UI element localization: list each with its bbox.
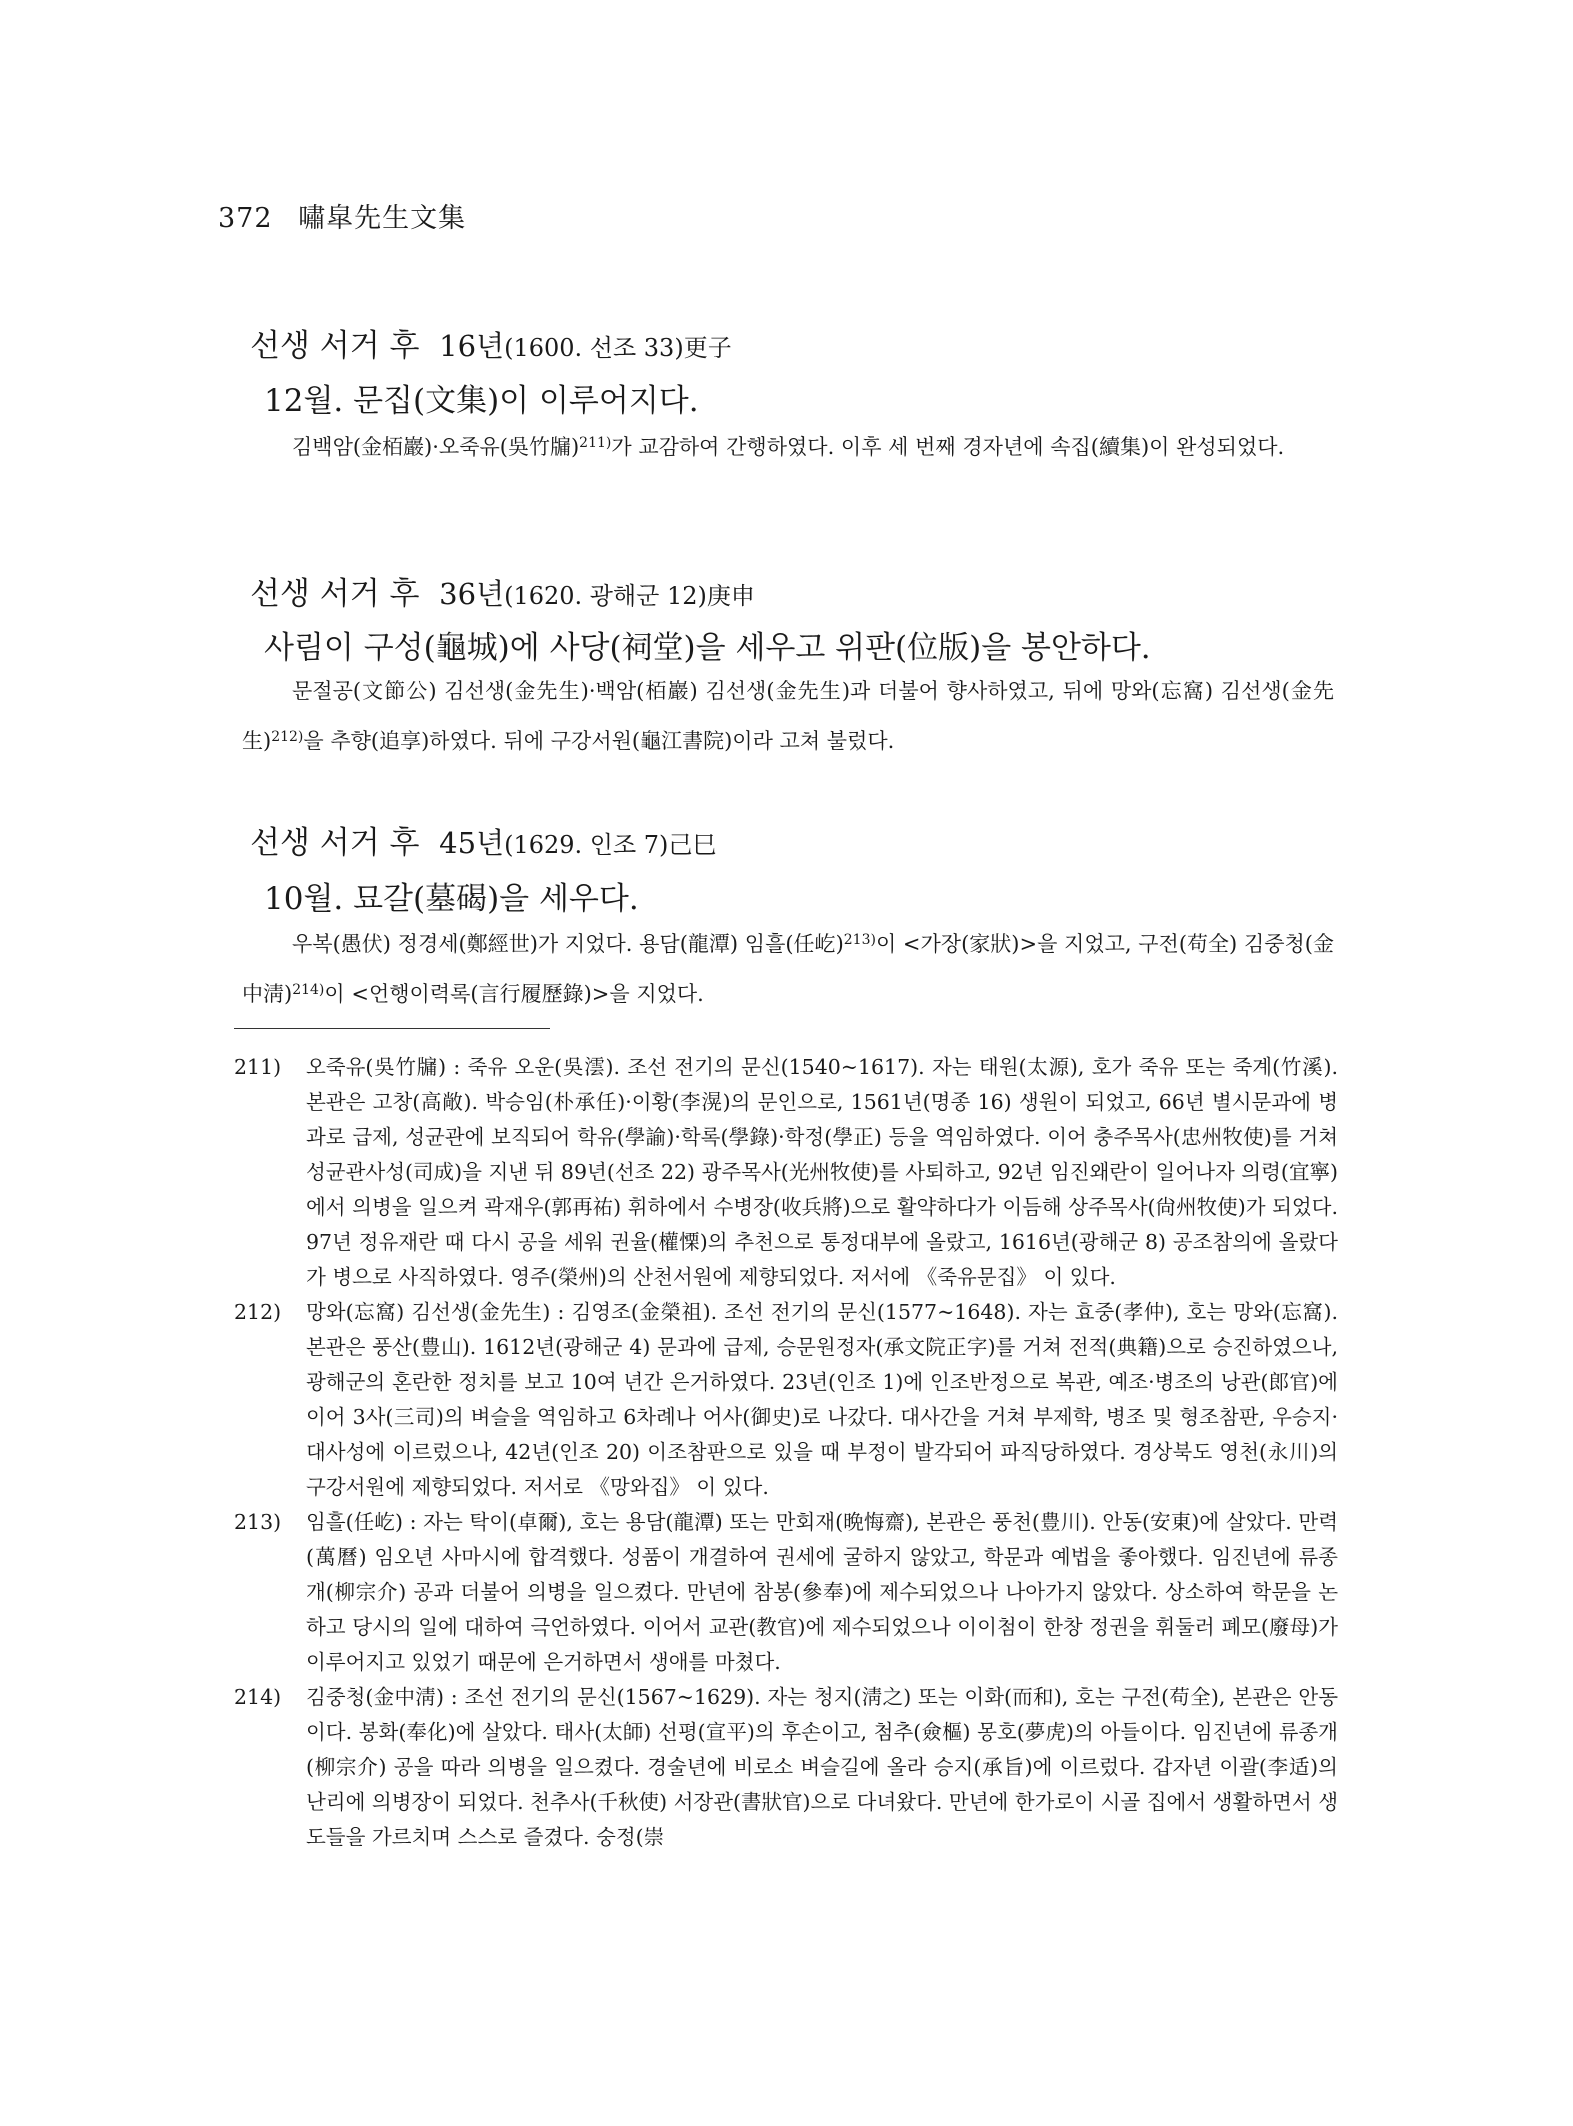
book-title: 嘯皐先生文集 [298,203,467,234]
footnote-ref: 212) [271,729,304,745]
footnote-ref: 214) [292,982,325,998]
footnote-number: 213) [234,1510,282,1534]
entry-body: 김백암(金栢巖)·오죽유(吳竹牖)$^{211)}$가 교감하여 간행하였다. 이후 세 번째 경자년에 속집(續集)이 완성되었다. [292,435,1285,459]
footnote-214 [234,1680,1338,1855]
page-number: 372 [218,203,273,234]
footnote-212 [234,1295,1338,1505]
entry-heading: 선생 서거 후 45년(1629. 인조 7)己巳 [250,825,717,861]
footnote-number: 211) [234,1055,282,1079]
entry-event: 12월. 문집(文集)이 이루어지다. [264,383,699,419]
entry-heading: 선생 서거 후 36년(1620. 광해군 12)庚申 [250,576,755,612]
footnote-divider [234,1028,550,1029]
entry-heading: 선생 서거 후 16년(1600. 선조 33)更子 [250,328,732,364]
footnote-213 [234,1505,1338,1680]
footnote-text: 임흘(任屹) : 자는 탁이(卓爾), 호는 용담(龍潭) 또는 만회재(晩悔齋), 본관은 풍천(豊川). 안동(安東)에 살았다. 만력(萬曆) 임오년 사마시에 합격했다. 성품이 개결하여 권세에 굴하지 않았고, 학문과 예법을 좋아했다. 임진년에 류종개(柳宗介) 공과 더불어 의병을 일으켰다. 만년에 참봉(參奉)에 제수되었으나 나아가지 않았다. 상소하여 학문을 논하고 당시의 일에 대하여 극언하였다. 이어서 교관(教官)에 제수되었으나 이이첨이 한창 정권을 휘둘러 폐모(廢母)가 이루어지고 있었기 때문에 은거하면서 생애를 마쳤다. [306,1510,1338,1674]
footnotes [234,1050,1338,1855]
footnote-211 [234,1050,1338,1295]
footnote-number: 212) [234,1300,282,1324]
footnote-ref: 211) [579,435,612,451]
entry-event: 사림이 구성(龜城)에 사당(祠堂)을 세우고 위판(位版)을 봉안하다. [264,630,1151,666]
footnote-text: 오죽유(吳竹牖) : 죽유 오운(吳澐). 조선 전기의 문신(1540~1617). 자는 태원(太源), 호가 죽유 또는 죽계(竹溪). 본관은 고창(高敞). 박승임(朴承任)·이황(李滉)의 문인으로, 1561년(명종 16) 생원이 되었고, 66년 별시문과에 병과로 급제, 성균관에 보직되어 학유(學諭)·학록(學錄)·학정(學正) 등을 역임하였다. 이어 충주목사(忠州牧使)를 거쳐 성균관사성(司成)을 지낸 뒤 89년(선조 22) 광주목사(光州牧使)를 사퇴하고, 92년 임진왜란이 일어나자 의령(宜寧)에서 의병을 일으켜 곽재우(郭再祐) 휘하에서 수병장(收兵將)으로 활약하다가 이듬해 상주목사(尙州牧使)가 되었다. 97년 정유재란 때 다시 공을 세워 권율(權慄)의 추천으로 통정대부에 올랐고, 1616년(광해군 8) 공조참의에 올랐다가 병으로 사직하였다. 영주(榮州)의 산천서원에 제향되었다. 저서에 《죽유문집》 이 있다. [306,1055,1338,1289]
entry-body: 문절공(文節公) 김선생(金先生)·백암(栢巖) 김선생(金先生)과 더불어 향사하였고, 뒤에 망와(忘窩) 김선생(金先生)$^{212)}$을 추향(追享)하였다. 뒤에 구강서원(龜江書院)이라 고쳐 불렀다. [242,679,1334,753]
running-head [218,196,466,235]
entry-event: 10월. 묘갈(墓碣)을 세우다. [264,881,639,917]
footnote-number: 214) [234,1685,282,1709]
footnote-text: 김중청(金中淸) : 조선 전기의 문신(1567~1629). 자는 청지(淸之) 또는 이화(而和), 호는 구전(苟全), 본관은 안동이다. 봉화(奉化)에 살았다. 태사(太師) 선평(宣平)의 후손이고, 첨추(僉樞) 몽호(夢虎)의 아들이다. 임진년에 류종개(柳宗介) 공을 따라 의병을 일으켰다. 경술년에 비로소 벼슬길에 올라 승지(承旨)에 이르렀다. 갑자년 이괄(李适)의 난리에 의병장이 되었다. 천추사(千秋使) 서장관(書狀官)으로 다녀왔다. 만년에 한가로이 시골 집에서 생활하면서 생도들을 가르치며 스스로 즐겼다. 숭정(崇 [306,1685,1338,1849]
footnote-ref: 213) [843,932,876,948]
entry-body: 우복(愚伏) 정경세(鄭經世)가 지었다. 용담(龍潭) 임흘(任屹)$^{213)}$이 <가장(家狀)>을 지었고, 구전(苟全) 김중청(金中淸)$^{214)}$이 <언행이력록(言行履歷錄)>을 지었다. [242,932,1334,1006]
footnote-text: 망와(忘窩) 김선생(金先生) : 김영조(金榮祖). 조선 전기의 문신(1577~1648). 자는 효중(孝仲), 호는 망와(忘窩). 본관은 풍산(豊山). 1612년(광해군 4) 문과에 급제, 승문원정자(承文院正字)를 거쳐 전적(典籍)으로 승진하였으나, 광해군의 혼란한 정치를 보고 10여 년간 은거하였다. 23년(인조 1)에 인조반정으로 복관, 예조·병조의 낭관(郎官)에 이어 3사(三司)의 벼슬을 역임하고 6차례나 어사(御史)로 나갔다. 대사간을 거쳐 부제학, 병조 및 형조참판, 우승지·대사성에 이르렀으나, 42년(인조 20) 이조참판으로 있을 때 부정이 발각되어 파직당하였다. 경상북도 영천(永川)의 구강서원에 제향되었다. 저서로 《망와집》 이 있다. [306,1300,1338,1499]
